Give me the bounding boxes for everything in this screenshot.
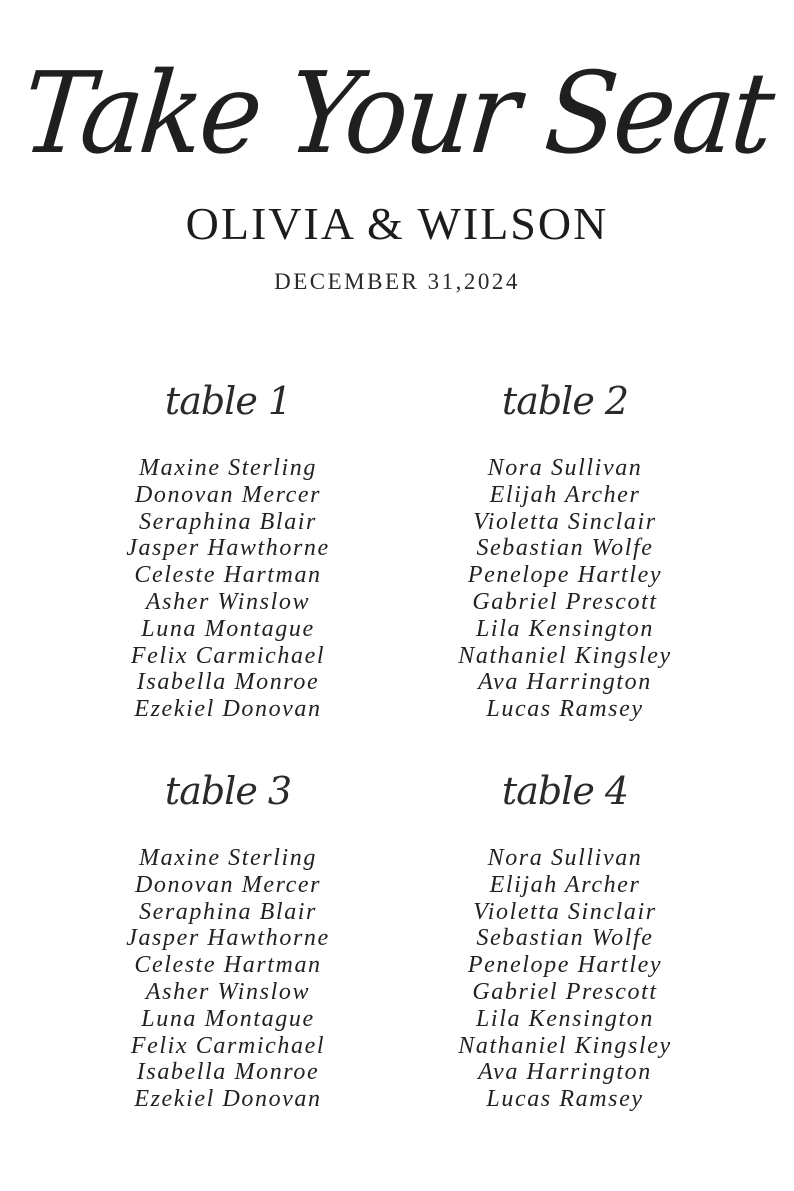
guest-name: Gabriel Prescott [472, 978, 658, 1005]
guest-name: Lucas Ramsey [486, 696, 644, 723]
guest-name: Celeste Hartman [134, 562, 322, 589]
guest-name: Gabriel Prescott [472, 588, 658, 615]
guest-name: Asher Winslow [145, 978, 311, 1005]
table-1-section [58, 373, 398, 723]
guest-list [395, 455, 735, 723]
guest-name: Ezekiel Donovan [134, 696, 322, 723]
guest-list [58, 455, 398, 723]
table-heading: table 4 [501, 769, 629, 813]
table-4-section [395, 763, 735, 1113]
guest-name: Violetta Sinclair [473, 508, 657, 535]
guest-name: Sebastian Wolfe [476, 535, 654, 562]
guest-name: Elijah Archer [489, 481, 641, 508]
guest-name: Seraphina Blair [139, 898, 317, 925]
guest-name: Nathaniel Kingsley [458, 1032, 672, 1059]
guest-name: Seraphina Blair [139, 508, 317, 535]
table-heading: table 2 [501, 379, 629, 423]
table-heading: table 3 [164, 769, 292, 813]
guest-name: Luna Montague [141, 1005, 315, 1032]
guest-name: Asher Winslow [145, 588, 311, 615]
table-2-section [395, 373, 735, 723]
guest-name: Maxine Sterling [139, 455, 317, 481]
guest-name: Donovan Mercer [134, 481, 322, 508]
guest-name: Luna Montague [141, 615, 315, 642]
guest-list [58, 845, 398, 1113]
script-title: Take Your Seat [16, 47, 778, 179]
guest-name: Celeste Hartman [134, 952, 322, 979]
guest-name: Jasper Hawthorne [126, 535, 330, 562]
guest-name: Lila Kensington [475, 615, 655, 642]
table-heading: table 1 [164, 379, 292, 423]
guest-name: Isabella Monroe [136, 1059, 320, 1086]
guest-name: Nathaniel Kingsley [458, 642, 672, 669]
guest-name: Ezekiel Donovan [134, 1086, 322, 1113]
table-3-section [58, 763, 398, 1113]
guest-name: Violetta Sinclair [473, 898, 657, 925]
guest-name: Isabella Monroe [136, 669, 320, 696]
guest-name: Lucas Ramsey [486, 1086, 644, 1113]
event-date: DECEMBER 31,2024 [274, 269, 520, 294]
guest-name: Ava Harrington [478, 669, 652, 696]
guest-name: Ava Harrington [478, 1059, 652, 1086]
guest-name: Penelope Hartley [467, 562, 663, 589]
guest-name: Felix Carmichael [130, 642, 326, 669]
guest-name: Sebastian Wolfe [476, 925, 654, 952]
guest-name: Lila Kensington [475, 1005, 655, 1032]
couple-names: OLIVIA & WILSON [185, 198, 609, 249]
guest-name: Felix Carmichael [130, 1032, 326, 1059]
guest-name: Nora Sullivan [487, 455, 643, 481]
guest-name: Maxine Sterling [139, 845, 317, 871]
guest-name: Elijah Archer [489, 871, 641, 898]
guest-list [395, 845, 735, 1113]
guest-name: Jasper Hawthorne [126, 925, 330, 952]
guest-name: Donovan Mercer [134, 871, 322, 898]
guest-name: Penelope Hartley [467, 952, 663, 979]
guest-name: Nora Sullivan [487, 845, 643, 871]
